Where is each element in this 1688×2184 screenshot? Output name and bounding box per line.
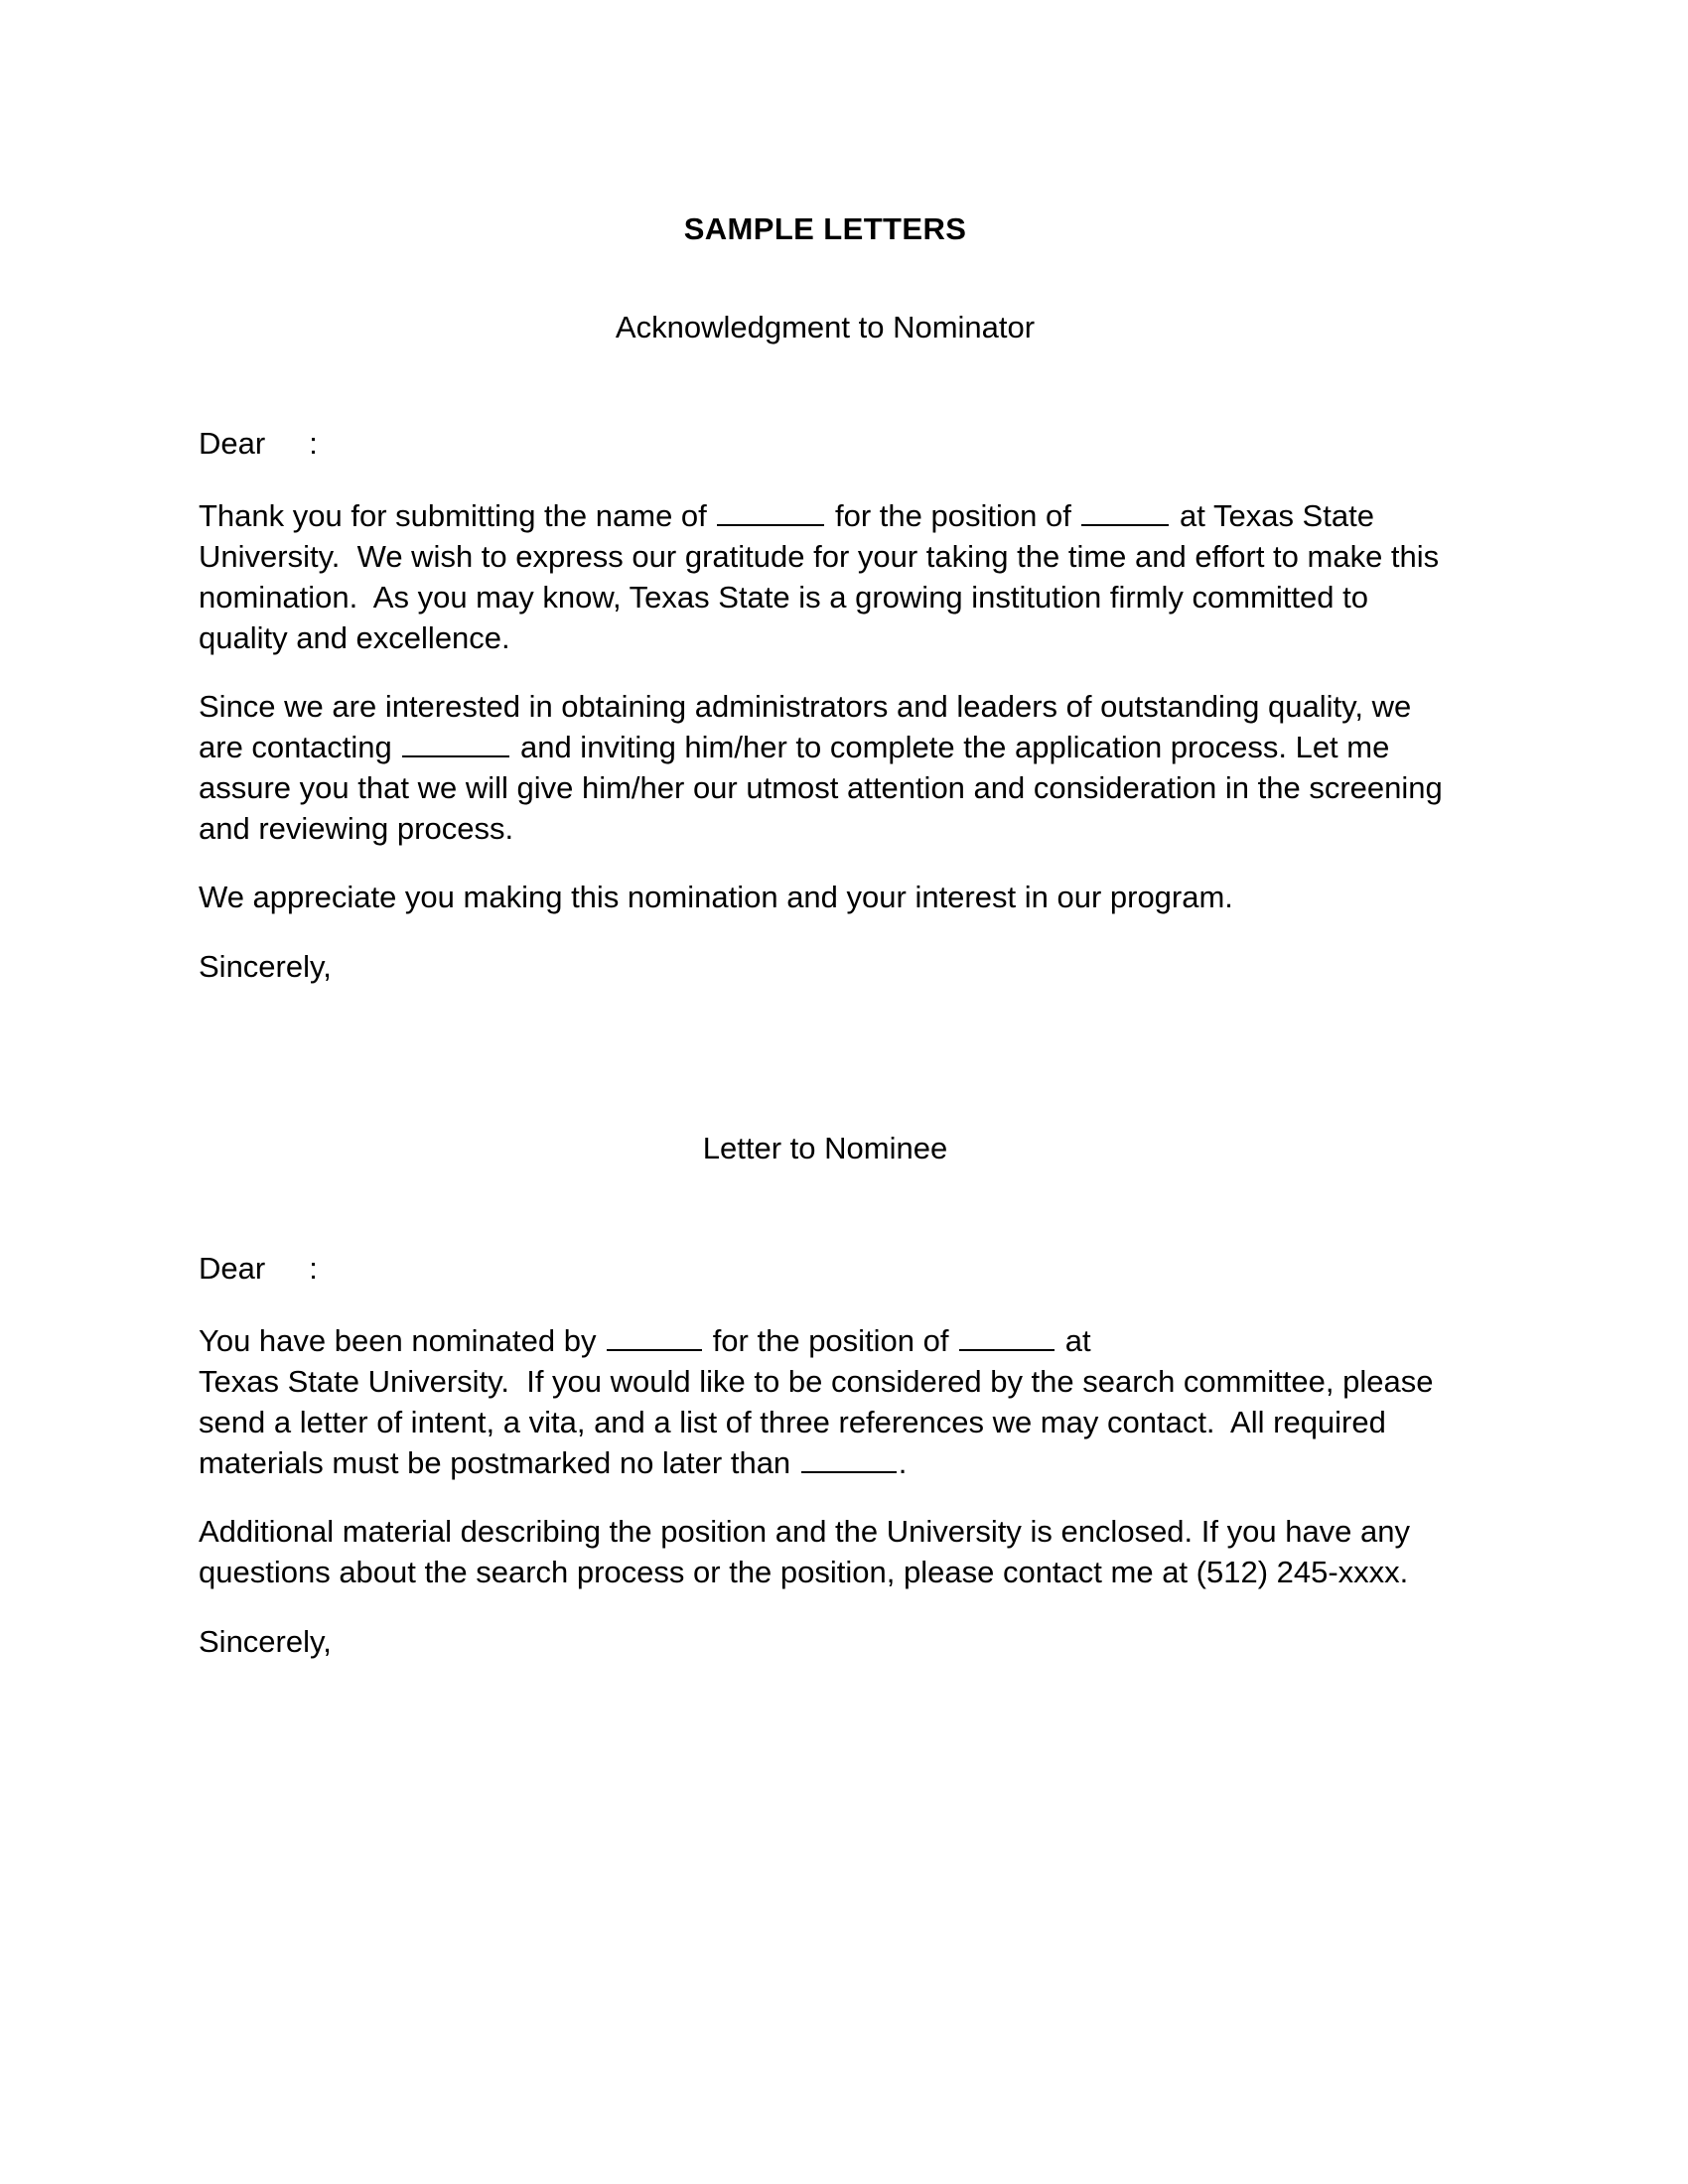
document-content — [199, 0, 1452, 1662]
salutation-word-2: Dear — [199, 1251, 266, 1286]
letter-1-paragraph-3: We appreciate you making this nomination and your interest in our program. — [199, 880, 1233, 914]
letter-2-paragraph-2: Additional material describing the position and the University is enclosed. If you have any questions about the search process or the position, please contact me at (512) 245-xxxx. — [199, 1514, 1411, 1589]
salutation-word-1: Dear — [199, 426, 266, 461]
blank-position[interactable] — [1081, 498, 1169, 526]
salutation-letter-1 — [199, 345, 1452, 462]
blank-position-2[interactable] — [959, 1323, 1055, 1351]
page-title: SAMPLE LETTERS — [683, 211, 967, 246]
salutation-letter-2 — [199, 1166, 1452, 1287]
blank-nominator-name[interactable] — [607, 1323, 702, 1351]
letter-1-closing: Sincerely, — [199, 949, 332, 984]
letter-heading-nominee: Letter to Nominee — [702, 1131, 948, 1165]
letter-2-paragraph-1: You have been nominated by for the position of at Texas State University. If you would like to be considered by the search committee, please send a letter of intent, a vita, and a list of three references we may contact. All required materials must be postmarked no later than . — [199, 1323, 1434, 1480]
blank-contact-name[interactable] — [402, 730, 509, 757]
letter-heading-acknowledgment: Acknowledgment to Nominator — [615, 310, 1036, 344]
salutation-colon-1: : — [309, 426, 318, 461]
letter-1-paragraph-2: Since we are interested in obtaining administrators and leaders of outstanding quality, we are contacting and inviting him/her to complete the application process. Let me assure you that we will give him/her our utmost attention and consideration in the screening and reviewing process. — [199, 689, 1443, 846]
blank-postmark-date[interactable] — [801, 1445, 897, 1473]
letter-2-closing: Sincerely, — [199, 1624, 332, 1659]
salutation-colon-2: : — [309, 1251, 318, 1286]
blank-nominee-name[interactable] — [717, 498, 824, 526]
letter-1-paragraph-1: Thank you for submitting the name of for the position of at Texas State University. We wish to express our gratitude for your taking the time and effort to make this nomination. As you may know, Texas State is a growing institution firmly committed to quality and excellence. — [199, 498, 1440, 655]
